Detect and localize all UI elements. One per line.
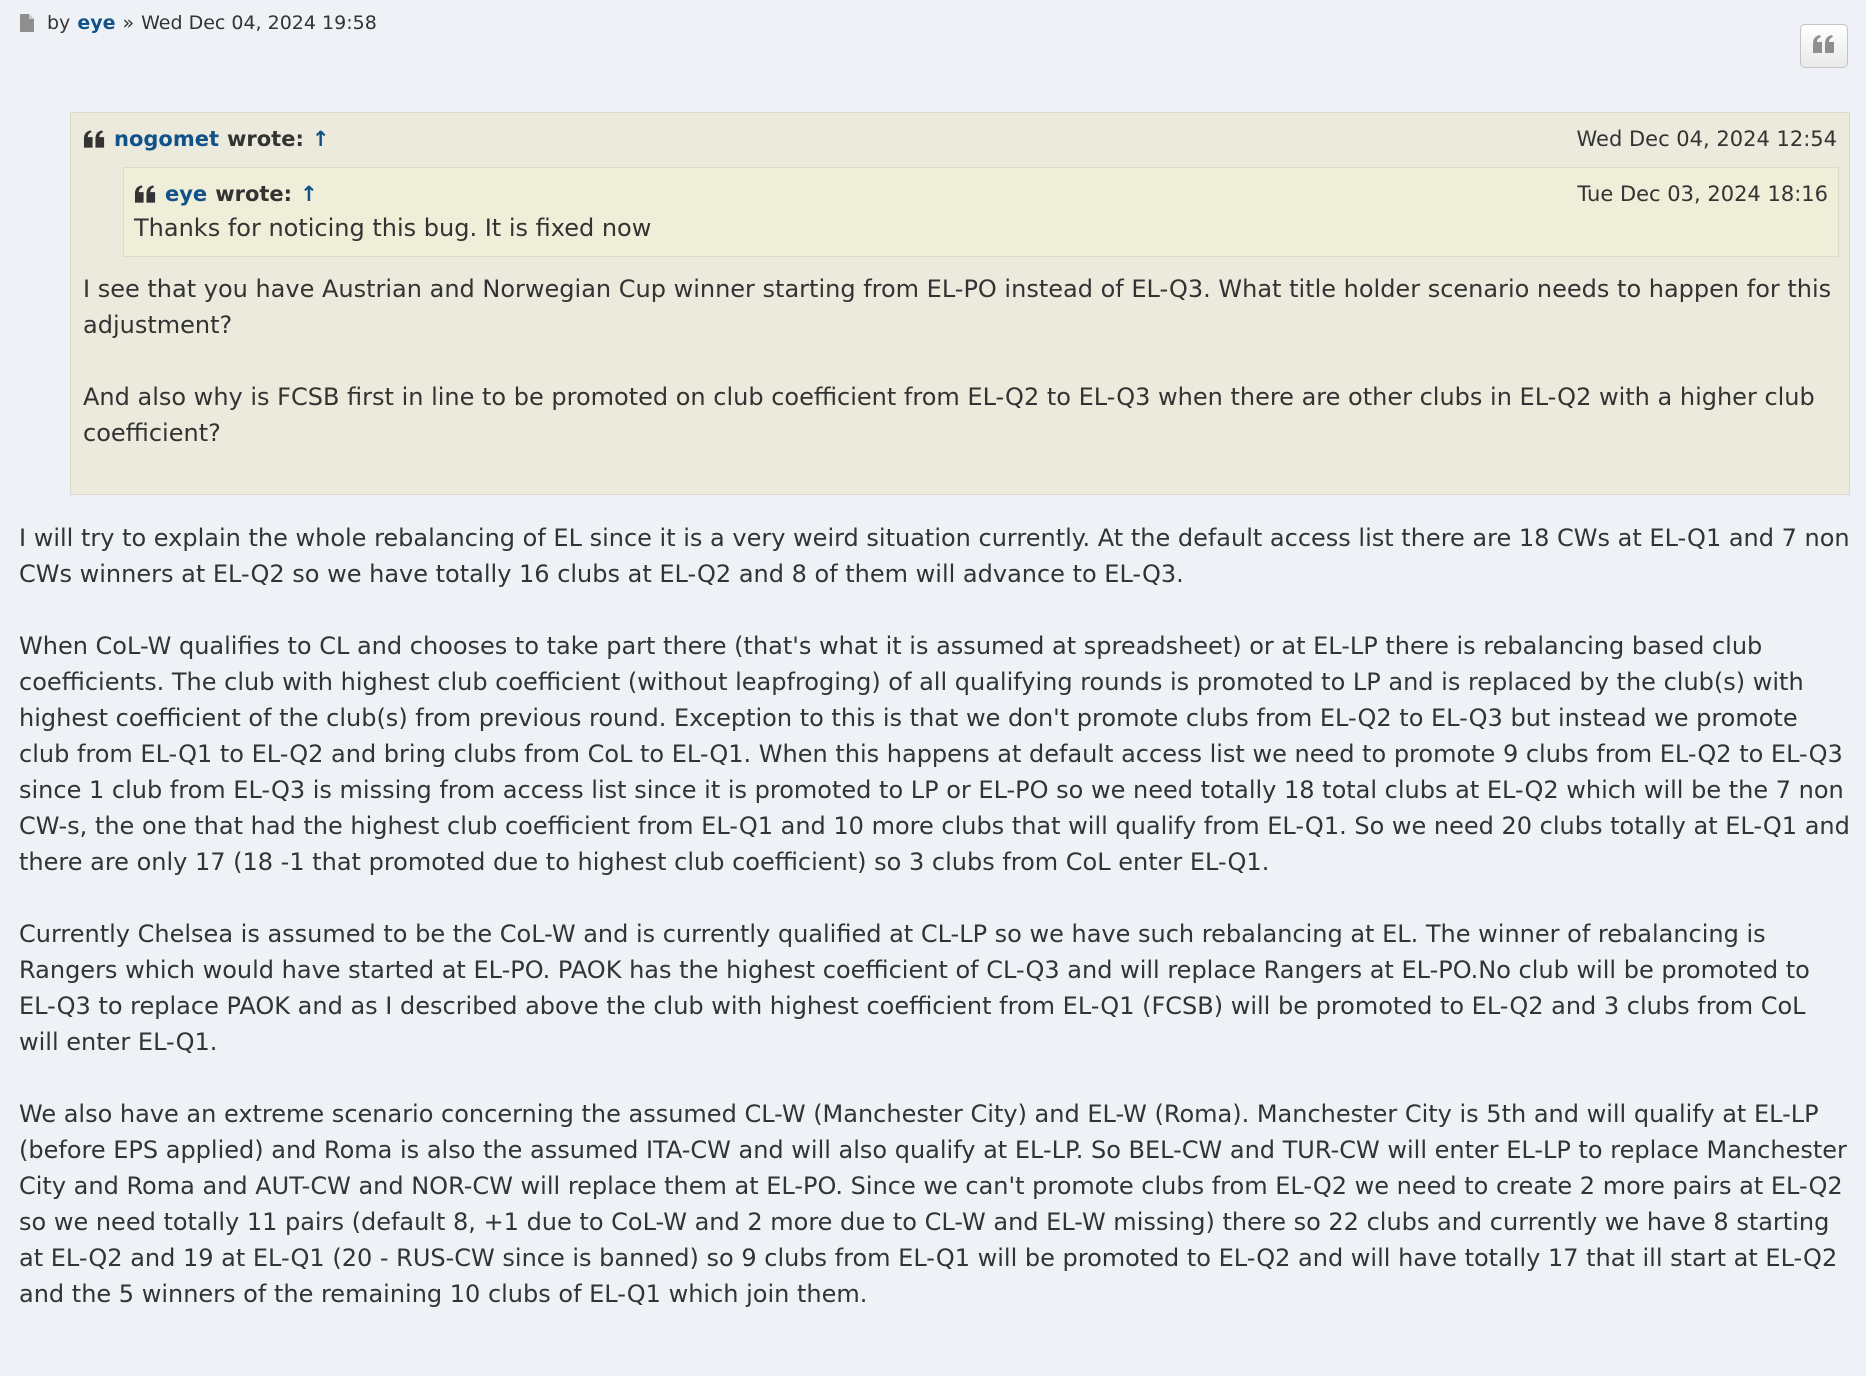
post-body: [19, 520, 1850, 1348]
inner-quote: [123, 167, 1839, 257]
post-paragraph: Currently Chelsea is assumed to be the CoL-W and is currently qualified at CL-LP so we have such rebalancing at EL. The winner of rebalancing is Rangers which would have started at EL-PO. PAOK has the highest coefficient of CL-Q3 and will replace Rangers at EL-PO.No club will be promoted to EL-Q3 to replace PAOK and as I described above the club with highest coefficient from EL-Q1 (FCSB) will be promoted to EL-Q2 and 3 clubs from CoL will enter EL-Q1.: [19, 920, 1810, 1056]
inner-quote-jump-link[interactable]: ↑: [300, 182, 318, 206]
post-paragraph: I will try to explain the whole rebalancing of EL since it is a very weird situation currently. At the default access list there are 18 CWs at EL-Q1 and 7 non CWs winners at EL-Q2 so we have totally 16 clubs at EL-Q2 and 8 of them will advance to EL-Q3.: [19, 524, 1850, 588]
outer-quote-date: Wed Dec 04, 2024 12:54: [1576, 127, 1837, 151]
quote-mark-icon: [134, 184, 157, 204]
inner-quote-date: Tue Dec 03, 2024 18:16: [1577, 182, 1828, 206]
quote-button[interactable]: [1800, 24, 1848, 68]
outer-quote-cite: [83, 125, 1837, 153]
post-header: [19, 12, 377, 34]
post-separator: »: [122, 12, 135, 34]
outer-quote-paragraph: And also why is FCSB first in line to be promoted on club coefficient from EL-Q2 to EL-Q3 when there are other clubs in EL-Q2 with a higher club coefficient?: [83, 383, 1815, 447]
quote-mark-icon: [83, 129, 106, 149]
outer-quote-body: [83, 271, 1837, 451]
post-paragraph: We also have an extreme scenario concerning the assumed CL-W (Manchester City) and EL-W (Roma). Manchester City is 5th and will qualify at EL-LP (before EPS applied) and Roma is also the assumed ITA-CW and will also qualify at EL-LP. So BEL-CW and TUR-CW will enter EL-LP to replace Manchester City and Roma and AUT-CW and NOR-CW will replace them at EL-PO. Since we can't promote clubs from EL-Q2 we need to create 2 more pairs at EL-Q2 so we need totally 11 pairs (default 8, +1 due to CoL-W and 2 more due to CL-W and EL-W missing) there so 22 clubs and currently we have 8 starting at EL-Q2 and 19 at EL-Q1 (20 - RUS-CW since is banned) so 9 clubs from EL-Q1 will be promoted to EL-Q2 and will have totally 17 that ill start at EL-Q2 and the 5 winners of the remaining 10 clubs of EL-Q1 which join them.: [19, 1100, 1847, 1308]
inner-quote-cite: [134, 180, 1828, 208]
outer-quote-jump-link[interactable]: ↑: [311, 127, 330, 151]
outer-quote-paragraph: I see that you have Austrian and Norwegian Cup winner starting from EL-PO instead of EL-Q3. What title holder scenario needs to happen for this adjustment?: [83, 275, 1832, 339]
quote-icon: [1812, 34, 1836, 58]
post-paragraph: When CoL-W qualifies to CL and chooses to take part there (that's what it is assumed at spreadsheet) or at EL-LP there is rebalancing based club coefficients. The club with highest club coefficient (without leapfroging) of all qualifying rounds is promoted to LP and is replaced by the club(s) with highest coefficient of the club(s) from previous round. Exception to this is that we don't promote clubs from EL-Q2 to EL-Q3 but instead we promote club from EL-Q1 to EL-Q2 and bring clubs from CoL to EL-Q1. When this happens at default access list we need to promote 9 clubs from EL-Q2 to EL-Q3 since 1 club from EL-Q3 is missing from access list since it is promoted to LP or EL-PO so we need totally 18 total clubs at EL-Q2 which will be the 7 non CW-s, the one that had the highest club coefficient from EL-Q1 and 10 more clubs that will qualify from EL-Q1. So we need 20 clubs totally at EL-Q1 and there are only 17 (18 -1 that promoted due to highest club coefficient) so 3 clubs from CoL enter EL-Q1.: [19, 632, 1850, 876]
by-label: by: [47, 12, 71, 34]
outer-quote: [70, 112, 1850, 495]
outer-quote-author-link[interactable]: nogomet: [114, 127, 219, 151]
outer-quote-wrote-label: wrote:: [227, 127, 304, 151]
inner-quote-wrote-label: wrote:: [215, 182, 293, 206]
inner-quote-text: Thanks for noticing this bug. It is fixed now: [134, 214, 652, 242]
post-icon: [19, 13, 35, 33]
post-date: Wed Dec 04, 2024 19:58: [141, 12, 377, 34]
post-author-link[interactable]: eye: [77, 12, 116, 34]
inner-quote-author-link[interactable]: eye: [165, 182, 208, 206]
